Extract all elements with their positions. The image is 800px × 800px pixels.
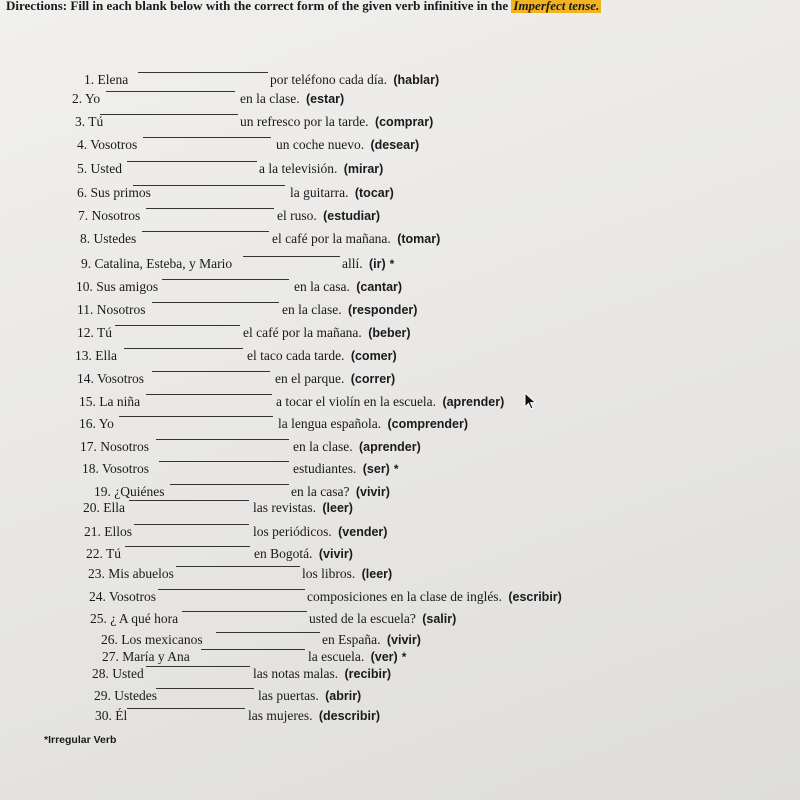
directions-text: Directions: Fill in each blank below with the correct form of the given verb infinitive in the bbox=[6, 0, 512, 13]
item-sentence-end bbox=[247, 348, 397, 364]
item-verb: (mirar) bbox=[343, 162, 384, 176]
item-subject: 23. Mis abuelos bbox=[88, 566, 174, 581]
item-sentence-end bbox=[282, 302, 417, 318]
item-sentence-end bbox=[276, 394, 504, 410]
item-subject: 30. Él bbox=[95, 708, 128, 723]
answer-blank[interactable] bbox=[162, 279, 289, 280]
item-tail: el ruso. bbox=[277, 208, 317, 223]
irregular-mark: * bbox=[393, 462, 399, 476]
item-tail: a tocar el violín en la escuela. bbox=[276, 394, 437, 409]
answer-blank[interactable] bbox=[158, 589, 305, 590]
item-tail: las mujeres. bbox=[248, 708, 313, 723]
item-tail: los libros. bbox=[302, 566, 356, 581]
item-sentence-end bbox=[272, 231, 440, 247]
answer-blank[interactable] bbox=[152, 302, 279, 303]
item-verb: (cantar) bbox=[356, 280, 403, 294]
answer-blank[interactable] bbox=[134, 524, 249, 525]
item-sentence-end bbox=[308, 649, 406, 665]
answer-blank[interactable] bbox=[201, 649, 305, 650]
item-tail: en la casa. bbox=[294, 279, 350, 294]
item-tail: los periódicos. bbox=[253, 524, 332, 539]
item-verb: (ver) bbox=[370, 650, 398, 664]
item-subject: 27. María y Ana bbox=[102, 649, 190, 664]
item-sentence-end bbox=[270, 72, 439, 88]
item-subject: 29. Ustedes bbox=[94, 688, 157, 703]
answer-blank[interactable] bbox=[156, 688, 254, 689]
item-verb: (aprender) bbox=[442, 395, 505, 409]
item-tail: por teléfono cada día. bbox=[270, 72, 387, 87]
answer-blank[interactable] bbox=[127, 161, 257, 162]
item-sentence-end bbox=[276, 137, 419, 153]
item-tail: un refresco por la tarde. bbox=[240, 114, 369, 129]
item-sentence-end bbox=[309, 611, 456, 627]
item-verb: (leer) bbox=[322, 501, 353, 515]
item-subject: 21. Ellos bbox=[84, 524, 133, 539]
item-sentence-end bbox=[248, 708, 380, 724]
item-verb: (abrir) bbox=[325, 689, 362, 703]
item-subject: 1. Elena bbox=[84, 72, 129, 87]
item-subject: 19. ¿Quiénes bbox=[94, 484, 165, 499]
answer-blank[interactable] bbox=[119, 416, 273, 417]
item-subject: 7. Nosotros bbox=[78, 208, 141, 223]
footnote: *Irregular Verb bbox=[44, 734, 117, 746]
item-tail: en la casa? bbox=[291, 484, 350, 499]
item-tail: en Bogotá. bbox=[254, 546, 313, 561]
answer-blank[interactable] bbox=[129, 500, 249, 501]
item-subject: 9. Catalina, Esteba, y Mario bbox=[81, 256, 233, 271]
item-sentence-end bbox=[342, 256, 394, 272]
item-subject: 22. Tú bbox=[86, 546, 122, 561]
item-verb: (vivir) bbox=[386, 633, 421, 647]
item-verb: (comer) bbox=[350, 349, 397, 363]
item-verb: (comprar) bbox=[374, 115, 434, 129]
item-tail: la guitarra. bbox=[290, 185, 349, 200]
item-tail: el café por la mañana. bbox=[243, 325, 362, 340]
item-subject: 18. Vosotros bbox=[82, 461, 150, 476]
item-sentence-end bbox=[277, 208, 380, 224]
item-subject: 14. Vosotros bbox=[77, 371, 145, 386]
irregular-mark: * bbox=[401, 650, 407, 664]
item-sentence-end bbox=[240, 91, 344, 107]
item-verb: (comprender) bbox=[387, 417, 469, 431]
item-subject: 2. Yo bbox=[72, 91, 101, 106]
answer-blank[interactable] bbox=[138, 72, 268, 73]
item-subject: 8. Ustedes bbox=[80, 231, 137, 246]
item-tail: las revistas. bbox=[253, 500, 316, 515]
item-verb: (vivir) bbox=[318, 547, 353, 561]
item-tail: el café por la mañana. bbox=[272, 231, 391, 246]
item-tail: a la televisión. bbox=[259, 161, 338, 176]
answer-blank[interactable] bbox=[146, 208, 274, 209]
item-sentence-end bbox=[302, 566, 392, 582]
item-sentence-end bbox=[253, 524, 387, 540]
item-verb: (ser) bbox=[362, 462, 390, 476]
answer-blank[interactable] bbox=[124, 348, 243, 349]
item-tail: en la clase. bbox=[240, 91, 300, 106]
item-subject: 17. Nosotros bbox=[80, 439, 150, 454]
answer-blank[interactable] bbox=[142, 231, 269, 232]
answer-blank[interactable] bbox=[125, 546, 250, 547]
item-subject: 16. Yo bbox=[79, 416, 114, 431]
item-sentence-end bbox=[294, 279, 402, 295]
item-verb: (correr) bbox=[350, 372, 396, 386]
item-tail: composiciones en la clase de inglés. bbox=[307, 589, 502, 604]
answer-blank[interactable] bbox=[146, 394, 272, 395]
item-tail: las notas malas. bbox=[253, 666, 339, 681]
answer-blank[interactable] bbox=[133, 185, 285, 186]
item-verb: (estar) bbox=[305, 92, 345, 106]
item-tail: en la clase. bbox=[293, 439, 353, 454]
item-tail: la lengua española. bbox=[278, 416, 382, 431]
item-tail: en España. bbox=[322, 632, 381, 647]
item-sentence-end bbox=[290, 185, 394, 201]
item-subject: 4. Vosotros bbox=[77, 137, 138, 152]
item-sentence-end bbox=[240, 114, 433, 130]
item-subject: 12. Tú bbox=[77, 325, 113, 340]
answer-blank[interactable] bbox=[216, 632, 320, 633]
item-tail: un coche nuevo. bbox=[276, 137, 365, 152]
item-verb: (hablar) bbox=[393, 73, 440, 87]
answer-blank[interactable] bbox=[170, 484, 289, 485]
item-verb: (leer) bbox=[361, 567, 393, 581]
item-verb: (recibir) bbox=[344, 667, 392, 681]
directions-heading bbox=[6, 0, 796, 14]
item-tail: usted de la escuela? bbox=[309, 611, 416, 626]
item-sentence-end bbox=[293, 461, 399, 477]
irregular-mark: * bbox=[389, 257, 395, 271]
item-verb: (describir) bbox=[318, 709, 380, 723]
item-verb: (beber) bbox=[368, 326, 411, 340]
item-tail: estudiantes. bbox=[293, 461, 357, 476]
item-sentence-end bbox=[291, 484, 390, 500]
answer-blank[interactable] bbox=[127, 708, 245, 709]
answer-blank[interactable] bbox=[146, 666, 250, 667]
item-verb: (vivir) bbox=[355, 485, 390, 499]
item-verb: (aprender) bbox=[358, 440, 421, 454]
item-sentence-end bbox=[293, 439, 421, 455]
answer-blank[interactable] bbox=[115, 325, 240, 326]
answer-blank[interactable] bbox=[182, 611, 307, 612]
item-verb: (salir) bbox=[422, 612, 457, 626]
item-subject: 5. Usted bbox=[77, 161, 122, 176]
answer-blank[interactable] bbox=[159, 461, 289, 462]
answer-blank[interactable] bbox=[176, 566, 300, 567]
item-verb: (vender) bbox=[338, 525, 388, 539]
item-sentence-end bbox=[322, 632, 421, 648]
tense-highlight: Imperfect tense. bbox=[513, 0, 600, 13]
item-verb: (ir) bbox=[369, 257, 386, 271]
item-sentence-end bbox=[254, 546, 353, 562]
item-subject: 10. Sus amigos bbox=[76, 279, 159, 294]
item-tail: en el parque. bbox=[275, 371, 345, 386]
item-verb: (responder) bbox=[347, 303, 418, 317]
item-verb: (escribir) bbox=[508, 590, 562, 604]
item-tail: en la clase. bbox=[282, 302, 342, 317]
item-tail: el taco cada tarde. bbox=[247, 348, 345, 363]
item-sentence-end bbox=[253, 500, 353, 516]
item-subject: 24. Vosotros bbox=[89, 589, 157, 604]
answer-blank[interactable] bbox=[143, 137, 271, 138]
answer-blank[interactable] bbox=[152, 371, 270, 372]
item-subject: 11. Nosotros bbox=[77, 302, 146, 317]
item-sentence-end bbox=[258, 688, 361, 704]
item-sentence-end bbox=[253, 666, 391, 682]
item-sentence-end bbox=[243, 325, 411, 341]
item-verb: (desear) bbox=[370, 138, 420, 152]
item-subject: 28. Usted bbox=[92, 666, 144, 681]
item-verb: (estudiar) bbox=[323, 209, 381, 223]
item-tail: allí. bbox=[342, 256, 363, 271]
answer-blank[interactable] bbox=[106, 91, 235, 92]
answer-blank[interactable] bbox=[243, 256, 340, 257]
item-subject: 20. Ella bbox=[83, 500, 125, 515]
item-sentence-end bbox=[278, 416, 468, 432]
item-subject: 3. Tú bbox=[75, 114, 104, 129]
item-subject: 25. ¿ A qué hora bbox=[90, 611, 179, 626]
item-verb: (tocar) bbox=[354, 186, 394, 200]
item-subject: 6. Sus primos bbox=[77, 185, 151, 200]
item-verb: (tomar) bbox=[397, 232, 441, 246]
item-sentence-end bbox=[307, 589, 562, 605]
answer-blank[interactable] bbox=[156, 439, 289, 440]
item-sentence-end bbox=[259, 161, 383, 177]
item-tail: las puertas. bbox=[258, 688, 319, 703]
answer-blank[interactable] bbox=[100, 114, 238, 115]
item-subject: 13. Ella bbox=[75, 348, 117, 363]
item-subject: 15. La niña bbox=[79, 394, 141, 409]
cursor-arrow-icon bbox=[524, 392, 538, 410]
item-subject: 26. Los mexicanos bbox=[101, 632, 203, 647]
item-sentence-end bbox=[275, 371, 395, 387]
item-tail: la escuela. bbox=[308, 649, 365, 664]
